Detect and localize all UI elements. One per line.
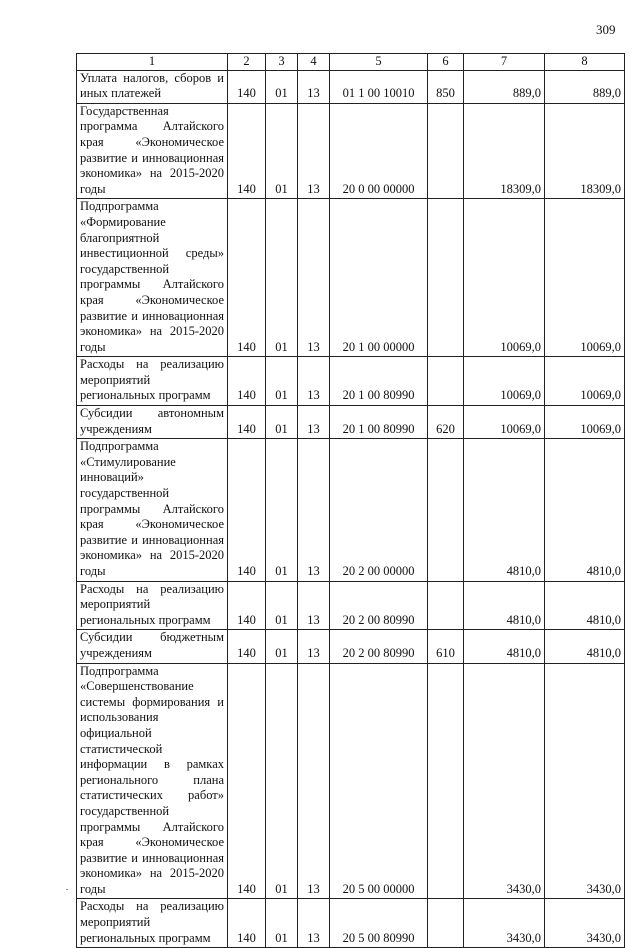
column-header: 2: [228, 54, 266, 71]
cell-subsection: 13: [298, 630, 330, 663]
cell-target-article: 20 0 00 00000: [330, 103, 428, 199]
row-name: Подпрограмма «Стимулирование инноваций» государственной программы Алтайского края «Экономическое развитие и инновационная экономика» на 2015-2020 годы: [77, 439, 228, 581]
cell-section: 01: [266, 199, 298, 357]
cell-ministry: 140: [228, 630, 266, 663]
table-row: [77, 439, 625, 581]
cell-amount-year2: 3430,0: [545, 663, 625, 899]
cell-target-article: 20 2 00 80990: [330, 630, 428, 663]
cell-subsection: 13: [298, 103, 330, 199]
cell-ministry: 140: [228, 439, 266, 581]
table-row: [77, 406, 625, 439]
cell-target-article: 20 1 00 80990: [330, 357, 428, 406]
cell-ministry: 140: [228, 899, 266, 948]
cell-expense-type: [428, 663, 464, 899]
cell-target-article: 20 1 00 00000: [330, 199, 428, 357]
cell-amount-year2: 10069,0: [545, 406, 625, 439]
cell-amount-year2: 889,0: [545, 70, 625, 103]
column-header: 6: [428, 54, 464, 71]
cell-amount-year1: 4810,0: [464, 581, 545, 630]
cell-ministry: 140: [228, 663, 266, 899]
cell-section: 01: [266, 103, 298, 199]
column-header: 8: [545, 54, 625, 71]
row-name: Расходы на реализацию мероприятий региональных программ: [77, 581, 228, 630]
cell-amount-year1: 3430,0: [464, 899, 545, 948]
cell-section: 01: [266, 630, 298, 663]
table-row: [77, 199, 625, 357]
cell-subsection: 13: [298, 899, 330, 948]
cell-expense-type: [428, 199, 464, 357]
column-header: 3: [266, 54, 298, 71]
cell-subsection: 13: [298, 199, 330, 357]
cell-target-article: 20 5 00 80990: [330, 899, 428, 948]
cell-ministry: 140: [228, 103, 266, 199]
cell-amount-year1: 4810,0: [464, 630, 545, 663]
cell-target-article: 20 2 00 80990: [330, 581, 428, 630]
cell-amount-year2: 10069,0: [545, 357, 625, 406]
page-number: 309: [596, 22, 616, 37]
cell-section: 01: [266, 357, 298, 406]
cell-amount-year2: 18309,0: [545, 103, 625, 199]
cell-section: 01: [266, 70, 298, 103]
cell-amount-year2: 10069,0: [545, 199, 625, 357]
table-row: [77, 103, 625, 199]
cell-expense-type: [428, 581, 464, 630]
cell-amount-year1: 10069,0: [464, 357, 545, 406]
cell-amount-year2: 4810,0: [545, 439, 625, 581]
cell-expense-type: 620: [428, 406, 464, 439]
row-name: Расходы на реализацию мероприятий региональных программ: [77, 899, 228, 948]
cell-target-article: 20 2 00 00000: [330, 439, 428, 581]
cell-subsection: 13: [298, 439, 330, 581]
cell-amount-year1: 4810,0: [464, 439, 545, 581]
column-header: 1: [77, 54, 228, 71]
cell-section: 01: [266, 899, 298, 948]
cell-expense-type: [428, 103, 464, 199]
cell-amount-year2: 4810,0: [545, 581, 625, 630]
table-row: [77, 70, 625, 103]
column-header: 4: [298, 54, 330, 71]
cell-ministry: 140: [228, 406, 266, 439]
cell-amount-year1: 3430,0: [464, 663, 545, 899]
row-name: Расходы на реализацию мероприятий региональных программ: [77, 357, 228, 406]
cell-expense-type: [428, 357, 464, 406]
budget-table: [76, 53, 625, 948]
cell-subsection: 13: [298, 70, 330, 103]
cell-amount-year1: 10069,0: [464, 199, 545, 357]
row-name: Субсидии автономным учреждениям: [77, 406, 228, 439]
cell-subsection: 13: [298, 663, 330, 899]
cell-target-article: 01 1 00 10010: [330, 70, 428, 103]
cell-amount-year1: 889,0: [464, 70, 545, 103]
table-row: [77, 357, 625, 406]
row-name: Подпрограмма «Формирование благоприятной инвестиционной среды» государственной программы Алтайского края «Экономическое развитие и инновационная экономика» на 2015-2020 годы: [77, 199, 228, 357]
row-name: Уплата налогов, сборов и иных платежей: [77, 70, 228, 103]
row-name: Государственная программа Алтайского края «Экономическое развитие и инновационная экономика» на 2015-2020 годы: [77, 103, 228, 199]
column-header: 7: [464, 54, 545, 71]
cell-expense-type: [428, 439, 464, 581]
cell-section: 01: [266, 439, 298, 581]
cell-section: 01: [266, 663, 298, 899]
cell-target-article: 20 5 00 00000: [330, 663, 428, 899]
table-row: [77, 581, 625, 630]
cell-ministry: 140: [228, 70, 266, 103]
table-row: [77, 663, 625, 899]
scan-mark: [66, 889, 68, 890]
row-name: Подпрограмма «Совершенствование системы формирования и использования официальной статистической информации в рамках регионального плана статистических работ» государственной программы Алтайского края «Экономическое развитие и инновационная экономика» на 2015-2020 годы: [77, 663, 228, 899]
cell-expense-type: 610: [428, 630, 464, 663]
table-row: [77, 630, 625, 663]
cell-section: 01: [266, 406, 298, 439]
cell-amount-year2: 4810,0: [545, 630, 625, 663]
cell-ministry: 140: [228, 357, 266, 406]
cell-amount-year1: 10069,0: [464, 406, 545, 439]
column-header: 5: [330, 54, 428, 71]
cell-target-article: 20 1 00 80990: [330, 406, 428, 439]
cell-expense-type: [428, 899, 464, 948]
cell-amount-year1: 18309,0: [464, 103, 545, 199]
cell-expense-type: 850: [428, 70, 464, 103]
table-row: [77, 899, 625, 948]
cell-section: 01: [266, 581, 298, 630]
cell-ministry: 140: [228, 581, 266, 630]
cell-amount-year2: 3430,0: [545, 899, 625, 948]
cell-subsection: 13: [298, 581, 330, 630]
row-name: Субсидии бюджетным учреждениям: [77, 630, 228, 663]
table-header-row: [77, 54, 625, 71]
cell-ministry: 140: [228, 199, 266, 357]
cell-subsection: 13: [298, 406, 330, 439]
cell-subsection: 13: [298, 357, 330, 406]
